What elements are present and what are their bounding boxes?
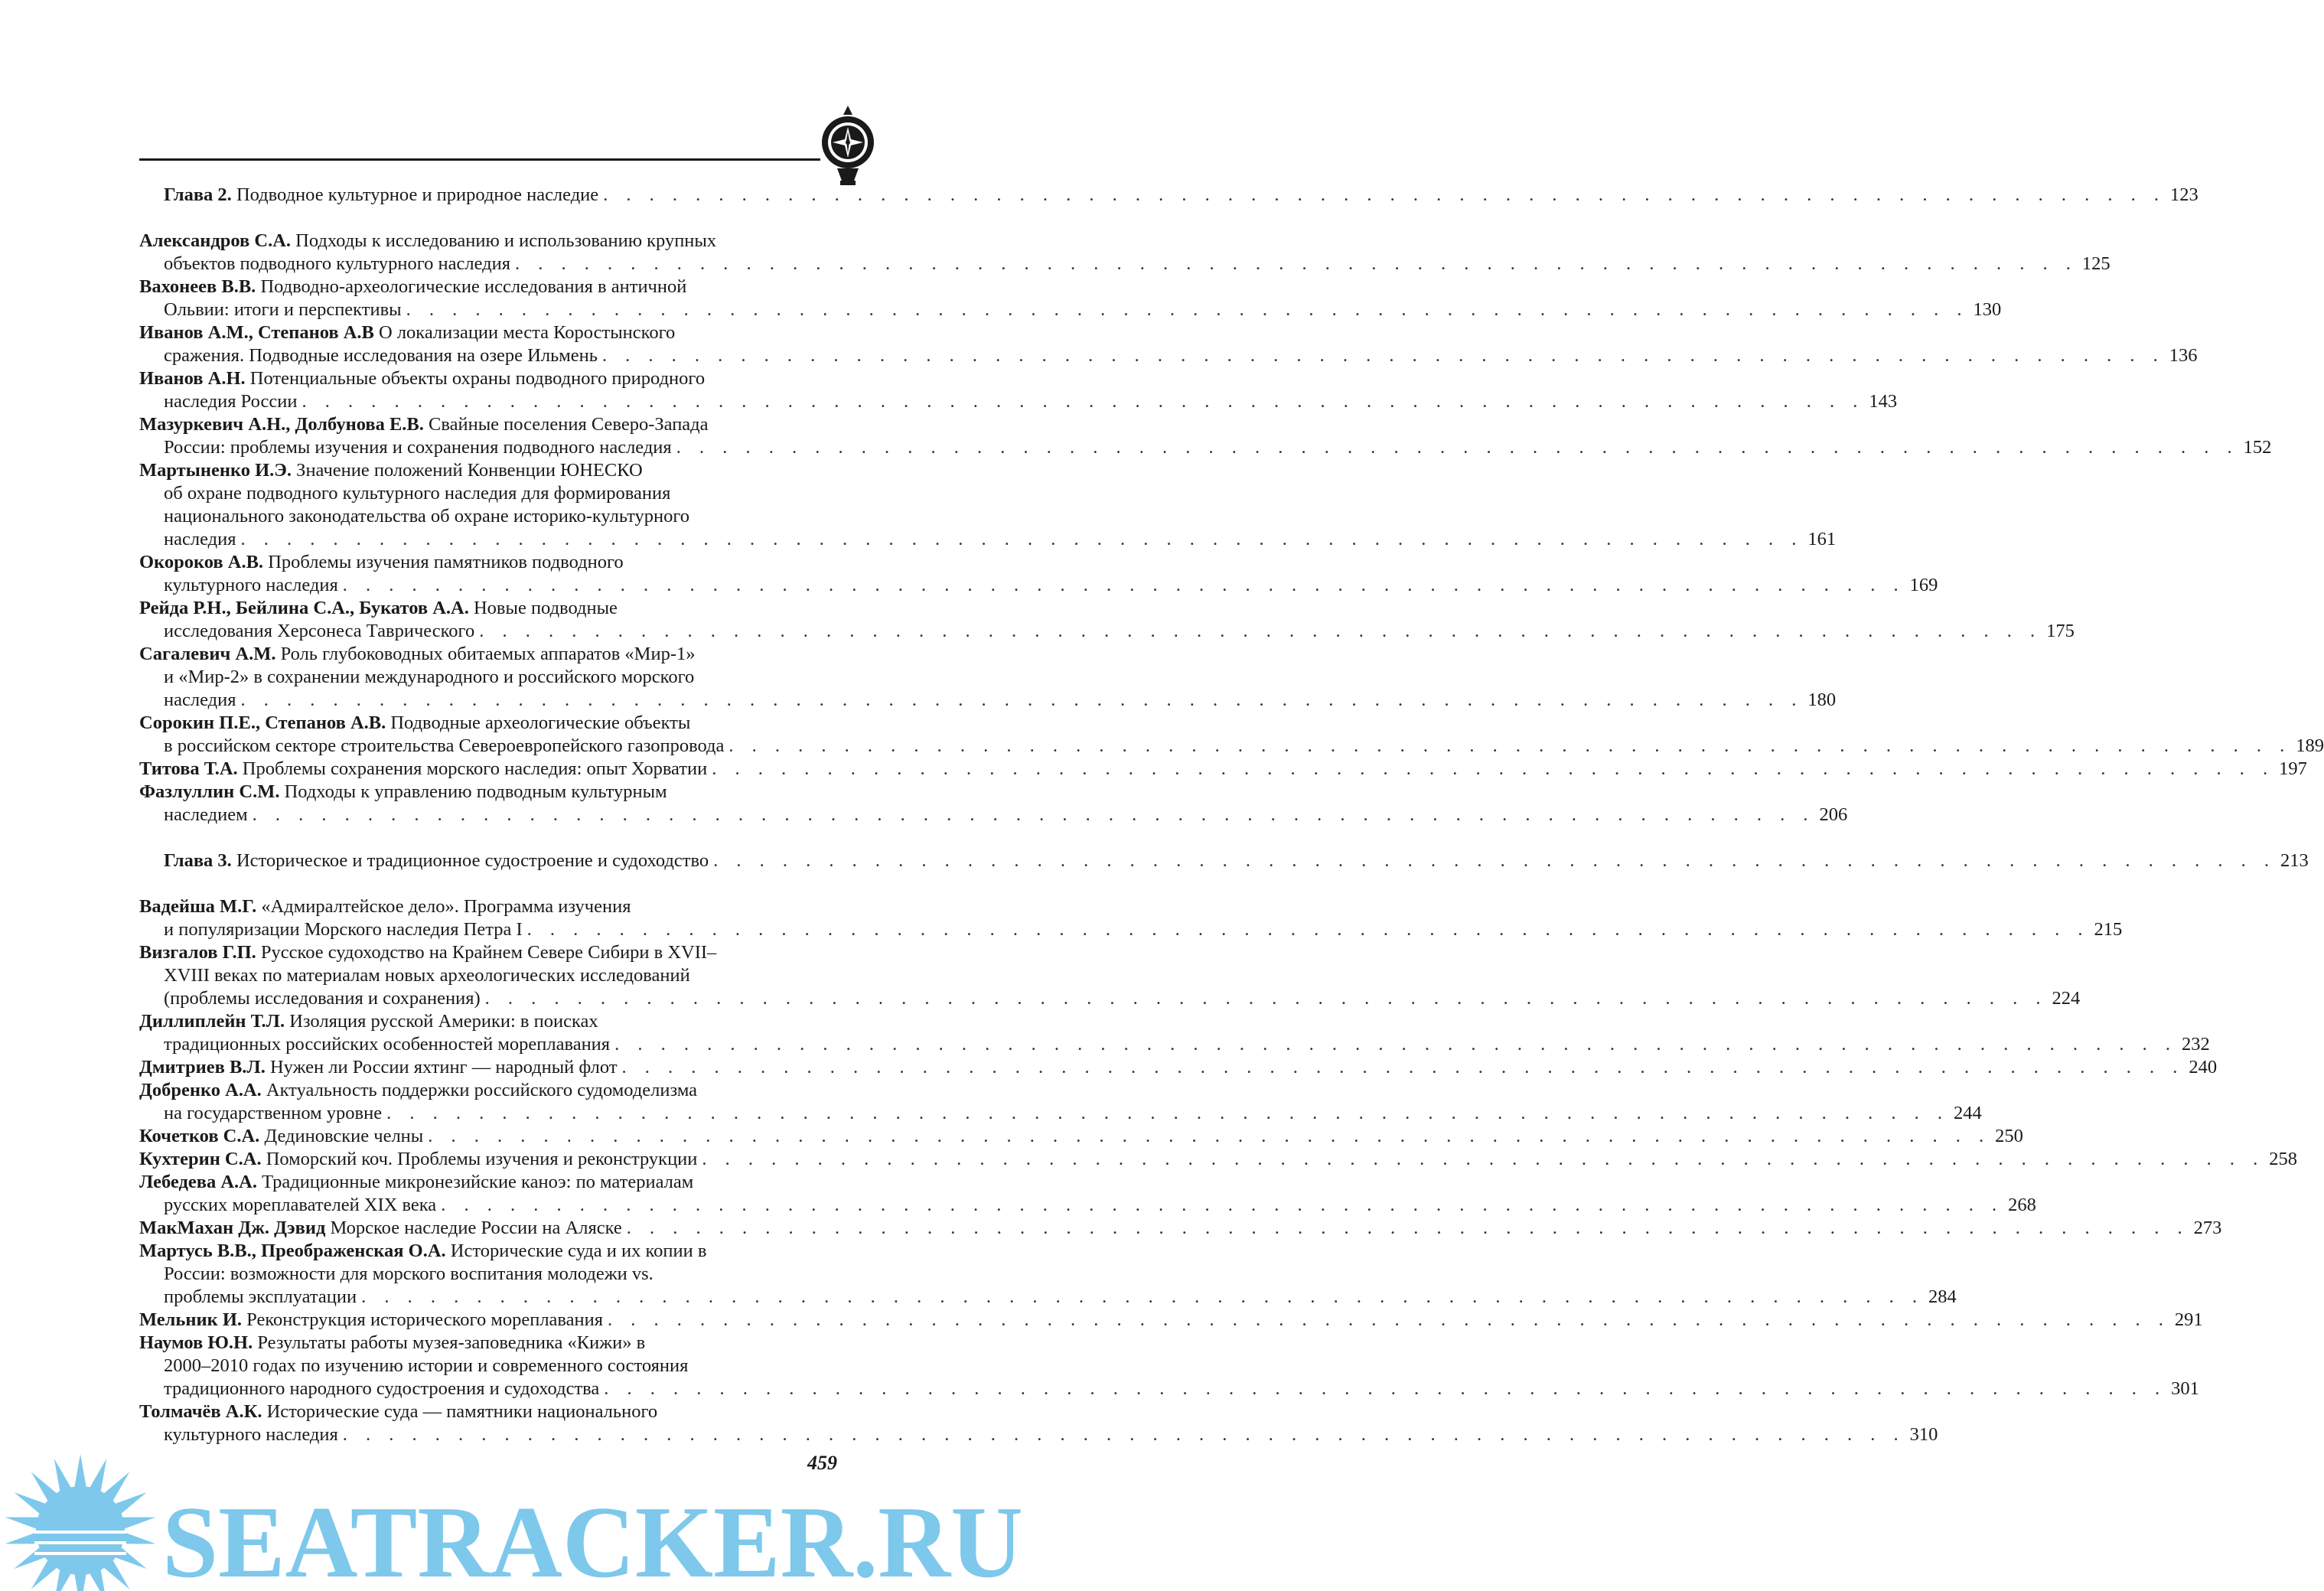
toc-line <box>139 1217 2222 1240</box>
leader-dots: . . . . . . . . . . . . . . . . . . . . . . . . . . . . . . . . . . . . . . . . . . . . . . . . . . . . . . . . . . . . . . . . . . . . <box>626 1218 2189 1238</box>
toc-line <box>139 666 868 689</box>
toc-entry <box>139 551 1938 597</box>
toc-line <box>139 321 868 344</box>
entry-title: Поморский коч. Проблемы изучения и реконструкции <box>266 1149 698 1169</box>
leader-dots: . . . . . . . . . . . . . . . . . . . . . . . . . . . . . . . . . . . . . . . . . . . . . . . . . . . . . . . . . . . . . . . . . . . . <box>240 690 1804 710</box>
toc-line <box>139 781 868 804</box>
toc-line <box>139 505 868 528</box>
entry-author: Визгалов Г.П. <box>139 942 256 963</box>
entry-title: наследия <box>164 529 236 549</box>
entry-title: 2000–2010 годах по изучению истории и современного состояния <box>164 1355 689 1376</box>
entry-title: Русское судоходство на Крайнем Севере Сибири в XVII– <box>260 942 717 963</box>
entry-title: Исторические суда и их копии в <box>450 1241 707 1261</box>
leader-dots: . . . . . . . . . . . . . . . . . . . . . . . . . . . . . . . . . . . . . . . . . . . . . . . . . . . . . . . . . . . . . . . . . . . . <box>252 804 1815 825</box>
toc-line <box>139 1102 1982 1125</box>
page-ref: 152 <box>2243 437 2272 458</box>
chapter-title: Историческое и традиционное судостроение и судоходство <box>236 850 709 871</box>
toc-entry <box>139 321 2198 367</box>
toc-entry <box>139 712 2324 758</box>
toc-line <box>139 735 2324 758</box>
entry-title: Результаты работы музея-заповедника «Кижи» в <box>257 1332 646 1353</box>
leader-dots: . . . . . . . . . . . . . . . . . . . . . . . . . . . . . . . . . . . . . . . . . . . . . . . . . . . . . . . . . . . . . . . . . . . . <box>712 758 2275 779</box>
toc-line <box>139 1125 2023 1148</box>
page-ref: 224 <box>2052 988 2081 1009</box>
toc-entry <box>139 1171 2036 1217</box>
toc-line <box>139 643 868 666</box>
entry-author: Лебедева А.А. <box>139 1172 257 1192</box>
entry-author: Мазуркевич А.Н., Долбунова Е.В. <box>139 414 424 435</box>
entry-title: проблемы эксплуатации <box>164 1286 357 1307</box>
entry-title: Реконструкция исторического мореплавания <box>246 1309 604 1330</box>
toc-entry <box>139 895 2123 941</box>
entry-title: (проблемы исследования и сохранения) <box>164 988 481 1009</box>
entry-title: наследия <box>164 690 236 710</box>
toc-line <box>139 459 868 482</box>
watermark <box>0 1439 1037 1591</box>
toc-line <box>139 758 2307 781</box>
page-ref: 284 <box>1928 1286 1957 1307</box>
entry-title: Традиционные микронезийские каноэ: по материалам <box>262 1172 694 1192</box>
toc-entry <box>139 1240 1957 1309</box>
entry-title: наследием <box>164 804 248 825</box>
entry-author: Сагалевич А.М. <box>139 644 276 664</box>
entry-title: Свайные поселения Северо-Запада <box>429 414 709 435</box>
toc-entry <box>139 1056 2218 1079</box>
toc-line <box>139 1263 868 1286</box>
toc-line <box>139 413 868 436</box>
toc-entry <box>139 459 1837 551</box>
entry-author: Александров С.А. <box>139 230 292 251</box>
table-of-contents <box>139 184 2324 1446</box>
toc-line <box>139 1033 2210 1056</box>
entry-title: культурного наследия <box>164 575 338 595</box>
toc-entry <box>139 413 2272 459</box>
page-ref: 125 <box>2081 253 2111 274</box>
leader-dots: . . . . . . . . . . . . . . . . . . . . . . . . . . . . . . . . . . . . . . . . . . . . . . . . . . . . . . . . . . . . . . . . . . . . <box>614 1034 2177 1055</box>
leader-dots: . . . . . . . . . . . . . . . . . . . . . . . . . . . . . . . . . . . . . . . . . . . . . . . . . . . . . . . . . . . . . . . . . . . . <box>479 621 2042 641</box>
entry-author: Дмитриев В.Л. <box>139 1057 266 1078</box>
toc-line <box>139 689 1837 712</box>
entry-author: Вахонеев В.В. <box>139 276 256 297</box>
compass-rose-icon <box>817 104 878 188</box>
chapter-title: Подводное культурное и природное наследие <box>236 184 599 205</box>
entry-title: Новые подводные <box>473 598 618 618</box>
toc-line <box>139 1079 868 1102</box>
page-ref: 291 <box>2174 1309 2203 1330</box>
toc-entry <box>139 367 1898 413</box>
page-ref: 258 <box>2269 1149 2298 1169</box>
toc-line <box>139 1010 868 1033</box>
entry-title: Дединовские челны <box>264 1126 424 1146</box>
page-ref: 161 <box>1807 529 1837 549</box>
toc-line <box>139 253 2111 275</box>
entry-author: Кухтерин С.А. <box>139 1149 262 1169</box>
toc-line <box>139 1309 2203 1332</box>
entry-title: Подводные археологические объекты <box>390 712 691 733</box>
leader-dots: . . . . . . . . . . . . . . . . . . . . . . . . . . . . . . . . . . . . . . . . . . . . . . . . . . . . . . . . . . . . . . . . . . . . <box>604 1378 2167 1399</box>
entry-title: Роль глубоководных обитаемых аппаратов «Мир-1» <box>280 644 696 664</box>
toc-line <box>139 620 2075 643</box>
entry-title: России: проблемы изучения и сохранения подводного наследия <box>164 437 672 458</box>
toc-entry <box>139 1010 2210 1056</box>
toc-line <box>139 1332 868 1355</box>
entry-title: исследования Херсонеса Таврического <box>164 621 475 641</box>
entry-author: Вадейша М.Г. <box>139 896 257 917</box>
entry-title: объектов подводного культурного наследия <box>164 253 510 274</box>
toc-line <box>139 964 868 987</box>
entry-title: Подходы к управлению подводным культурным <box>284 781 667 802</box>
toc-entry <box>139 1125 2023 1148</box>
entry-title: об охране подводного культурного наследия для формирования <box>164 483 671 504</box>
page-ref: 244 <box>1953 1103 1982 1123</box>
entry-author: Иванов А.Н. <box>139 368 246 389</box>
toc-line <box>139 597 868 620</box>
entry-author: Мельник И. <box>139 1309 243 1330</box>
entry-author: Кочетков С.А. <box>139 1126 260 1146</box>
page-ref: 180 <box>1807 690 1837 710</box>
toc-line <box>139 551 868 574</box>
toc-line <box>139 1194 2036 1217</box>
entry-title: XVIII веках по материалам новых археологических исследований <box>164 965 690 986</box>
entry-title: Значение положений Конвенции ЮНЕСКО <box>296 460 643 481</box>
toc-line <box>139 390 1898 413</box>
leader-dots: . . . . . . . . . . . . . . . . . . . . . . . . . . . . . . . . . . . . . . . . . . . . . . . . . . . . . . . . . . . . . . . . . . . . <box>608 1309 2170 1330</box>
leader-dots: . . . . . . . . . . . . . . . . . . . . . . . . . . . . . . . . . . . . . . . . . . . . . . . . . . . . . . . . . . . . . . . . . . . . <box>240 529 1804 549</box>
toc-line <box>139 1148 2298 1171</box>
leader-dots: . . . . . . . . . . . . . . . . . . . . . . . . . . . . . . . . . . . . . . . . . . . . . . . . . . . . . . . . . . . . . . . . . . . . <box>728 735 2292 756</box>
entry-author: Толмачёв А.К. <box>139 1401 262 1422</box>
entry-title: Проблемы сохранения морского наследия: опыт Хорватии <box>242 758 708 779</box>
toc-line <box>139 1377 2199 1400</box>
chapter-label: Глава 2. <box>164 184 232 205</box>
entry-author: Рейда Р.Н., Бейлина С.А., Букатов А.А. <box>139 598 469 618</box>
toc-entry <box>139 597 2075 643</box>
entry-title: и популяризации Морского наследия Петра I <box>164 919 523 940</box>
chapter-heading <box>139 849 2309 872</box>
page-ref: 232 <box>2181 1034 2210 1055</box>
page-number: 459 <box>807 1452 837 1474</box>
toc-entry <box>139 758 2307 781</box>
entry-author: Окороков А.В. <box>139 552 264 572</box>
entry-title: русских мореплавателей XIX века <box>164 1195 437 1215</box>
entry-title: Ольвии: итоги и перспективы <box>164 299 402 320</box>
toc-line <box>139 275 868 298</box>
toc-line <box>139 941 868 964</box>
entry-title: традиционного народного судостроения и судоходства <box>164 1378 600 1399</box>
entry-author: Фазлуллин С.М. <box>139 781 280 802</box>
toc-line <box>139 918 2123 941</box>
leader-dots: . . . . . . . . . . . . . . . . . . . . . . . . . . . . . . . . . . . . . . . . . . . . . . . . . . . . . . . . . . . . . . . . . . . . <box>302 391 1865 412</box>
page-ref: 301 <box>2171 1378 2199 1399</box>
entry-title: традиционных российских особенностей мореплавания <box>164 1034 611 1055</box>
page-ref: 310 <box>1909 1424 1938 1445</box>
leader-dots: . . . . . . . . . . . . . . . . . . . . . . . . . . . . . . . . . . . . . . . . . . . . . . . . . . . . . . . . . . . . . . . . . . . . <box>441 1195 2004 1215</box>
page-ref: 213 <box>2280 850 2309 871</box>
entry-author: Мартусь В.В., Преображенская О.А. <box>139 1241 446 1261</box>
toc-line <box>139 987 2081 1010</box>
page-ref: 123 <box>2170 184 2199 205</box>
leader-dots: . . . . . . . . . . . . . . . . . . . . . . . . . . . . . . . . . . . . . . . . . . . . . . . . . . . . . . . . . . . . . . . . . . . . <box>406 299 1969 320</box>
entry-title: Актуальность поддержки российского судомоделизма <box>266 1080 698 1100</box>
page-ref: 189 <box>2296 735 2324 756</box>
toc-line <box>139 712 868 735</box>
page-ref: 268 <box>2008 1195 2036 1215</box>
chapter-label: Глава 3. <box>164 850 232 871</box>
entry-title: Потенциальные объекты охраны подводного природного <box>249 368 706 389</box>
entry-title: культурного наследия <box>164 1424 338 1445</box>
toc-line <box>139 1355 868 1377</box>
toc-line <box>139 1056 2218 1079</box>
entry-title: О локализации места Коростынского <box>379 322 676 343</box>
leader-dots: . . . . . . . . . . . . . . . . . . . . . . . . . . . . . . . . . . . . . . . . . . . . . . . . . . . . . . . . . . . . . . . . . . . . <box>342 575 1905 595</box>
leader-dots: . . . . . . . . . . . . . . . . . . . . . . . . . . . . . . . . . . . . . . . . . . . . . . . . . . . . . . . . . . . . . . . . . . . . <box>621 1057 2185 1078</box>
leader-dots: . . . . . . . . . . . . . . . . . . . . . . . . . . . . . . . . . . . . . . . . . . . . . . . . . . . . . . . . . . . . . . . . . . . . <box>702 1149 2265 1169</box>
toc-line <box>139 574 1938 597</box>
leader-dots: . . . . . . . . . . . . . . . . . . . . . . . . . . . . . . . . . . . . . . . . . . . . . . . . . . . . . . . . . . . . . . . . . . . . <box>386 1103 1949 1123</box>
page-ref: 169 <box>1909 575 1938 595</box>
leader-dots: . . . . . . . . . . . . . . . . . . . . . . . . . . . . . . . . . . . . . . . . . . . . . . . . . . . . . . . . . . . . . . . . . . . . <box>515 253 2078 274</box>
entry-title: в российском секторе строительства Североевропейского газопровода <box>164 735 725 756</box>
entry-title: Изоляция русской Америки: в поисках <box>289 1011 598 1032</box>
entry-title: и «Мир-2» в сохранении международного и российского морского <box>164 667 695 687</box>
leader-dots: . . . . . . . . . . . . . . . . . . . . . . . . . . . . . . . . . . . . . . . . . . . . . . . . . . . . . . . . . . . . . . . . . . . . <box>361 1286 1924 1307</box>
toc-line <box>139 344 2198 367</box>
page-ref: 175 <box>2046 621 2075 641</box>
toc-line <box>139 436 2272 459</box>
page-ref: 250 <box>1995 1126 2023 1146</box>
leader-dots: . . . . . . . . . . . . . . . . . . . . . . . . . . . . . . . . . . . . . . . . . . . . . . . . . . . . . . . . . . . . . . . . . . . . <box>713 850 2276 871</box>
toc-line <box>139 367 868 390</box>
toc-entry <box>139 275 2002 321</box>
toc-line <box>139 1400 868 1423</box>
entry-title: сражения. Подводные исследования на озере Ильмень <box>164 345 598 366</box>
toc-entry <box>139 941 2081 1010</box>
entry-title: Подходы к исследованию и использованию крупных <box>295 230 717 251</box>
header-rule <box>139 158 820 161</box>
entry-title: Нужен ли России яхтинг — народный флот <box>269 1057 618 1078</box>
entry-title: Подводно-археологические исследования в античной <box>260 276 687 297</box>
leader-dots: . . . . . . . . . . . . . . . . . . . . . . . . . . . . . . . . . . . . . . . . . . . . . . . . . . . . . . . . . . . . . . . . . . . . <box>342 1424 1905 1445</box>
leader-dots: . . . . . . . . . . . . . . . . . . . . . . . . . . . . . . . . . . . . . . . . . . . . . . . . . . . . . . . . . . . . . . . . . . . . <box>484 988 2048 1009</box>
leader-dots: . . . . . . . . . . . . . . . . . . . . . . . . . . . . . . . . . . . . . . . . . . . . . . . . . . . . . . . . . . . . . . . . . . . . <box>676 437 2239 458</box>
toc-line <box>139 1171 868 1194</box>
page-ref: 206 <box>1819 804 1848 825</box>
entry-author: Сорокин П.Е., Степанов А.В. <box>139 712 386 733</box>
toc-entry <box>139 1309 2203 1332</box>
entry-title: национального законодательства об охране историко-культурного <box>164 506 690 527</box>
leader-dots: . . . . . . . . . . . . . . . . . . . . . . . . . . . . . . . . . . . . . . . . . . . . . . . . . . . . . . . . . . . . . . . . . . . . <box>601 345 2165 366</box>
entry-author: Иванов А.М., Степанов А.В <box>139 322 374 343</box>
entry-title: Морское наследие России на Аляске <box>330 1218 622 1238</box>
entry-author: Титова Т.А. <box>139 758 238 779</box>
leader-dots: . . . . . . . . . . . . . . . . . . . . . . . . . . . . . . . . . . . . . . . . . . . . . . . . . . . . . . . . . . . . . . . . . . . . <box>603 184 2166 205</box>
toc-line <box>139 1240 868 1263</box>
entry-title: Проблемы изучения памятников подводного <box>268 552 624 572</box>
toc-line <box>139 1286 1957 1309</box>
page-ref: 136 <box>2169 345 2198 366</box>
page-ref: 215 <box>2094 919 2123 940</box>
toc-entry <box>139 1079 1982 1125</box>
watermark-text: SEATRACKER.RU <box>162 1485 1023 1591</box>
page-ref: 130 <box>1973 299 2002 320</box>
entry-author: Добренко А.А. <box>139 1080 262 1100</box>
toc-line <box>139 528 1837 551</box>
page-ref: 273 <box>2193 1218 2222 1238</box>
toc-line <box>139 482 868 505</box>
toc-line <box>139 895 868 918</box>
page-ref: 143 <box>1869 391 1898 412</box>
toc-entry <box>139 1148 2298 1171</box>
leader-dots: . . . . . . . . . . . . . . . . . . . . . . . . . . . . . . . . . . . . . . . . . . . . . . . . . . . . . . . . . . . . . . . . . . . . <box>428 1126 1991 1146</box>
toc-line <box>139 804 1848 826</box>
entry-title: России: возможности для морского воспитания молодежи vs. <box>164 1263 654 1284</box>
chapter-heading <box>139 184 2199 207</box>
toc-entry <box>139 230 2111 275</box>
toc-entry <box>139 643 1837 712</box>
entry-title: наследия России <box>164 391 298 412</box>
leader-dots: . . . . . . . . . . . . . . . . . . . . . . . . . . . . . . . . . . . . . . . . . . . . . . . . . . . . . . . . . . . . . . . . . . . . <box>526 919 2090 940</box>
sunburst-icon <box>4 1454 157 1591</box>
toc-entry <box>139 1332 2199 1400</box>
page-ref: 197 <box>2279 758 2307 779</box>
entry-title: «Адмиралтейское дело». Программа изучения <box>261 896 631 917</box>
entry-title: на государственном уровне <box>164 1103 383 1123</box>
entry-author: Наумов Ю.Н. <box>139 1332 253 1353</box>
entry-author: МакМахан Дж. Дэвид <box>139 1218 326 1238</box>
toc-line <box>139 230 868 253</box>
entry-author: Диллиплейн Т.Л. <box>139 1011 285 1032</box>
toc-line <box>139 298 2002 321</box>
entry-title: Исторические суда — памятники национального <box>266 1401 658 1422</box>
page-ref: 240 <box>2189 1057 2218 1078</box>
toc-entry <box>139 1217 2222 1240</box>
toc-entry <box>139 781 1848 826</box>
entry-author: Мартыненко И.Э. <box>139 460 292 481</box>
